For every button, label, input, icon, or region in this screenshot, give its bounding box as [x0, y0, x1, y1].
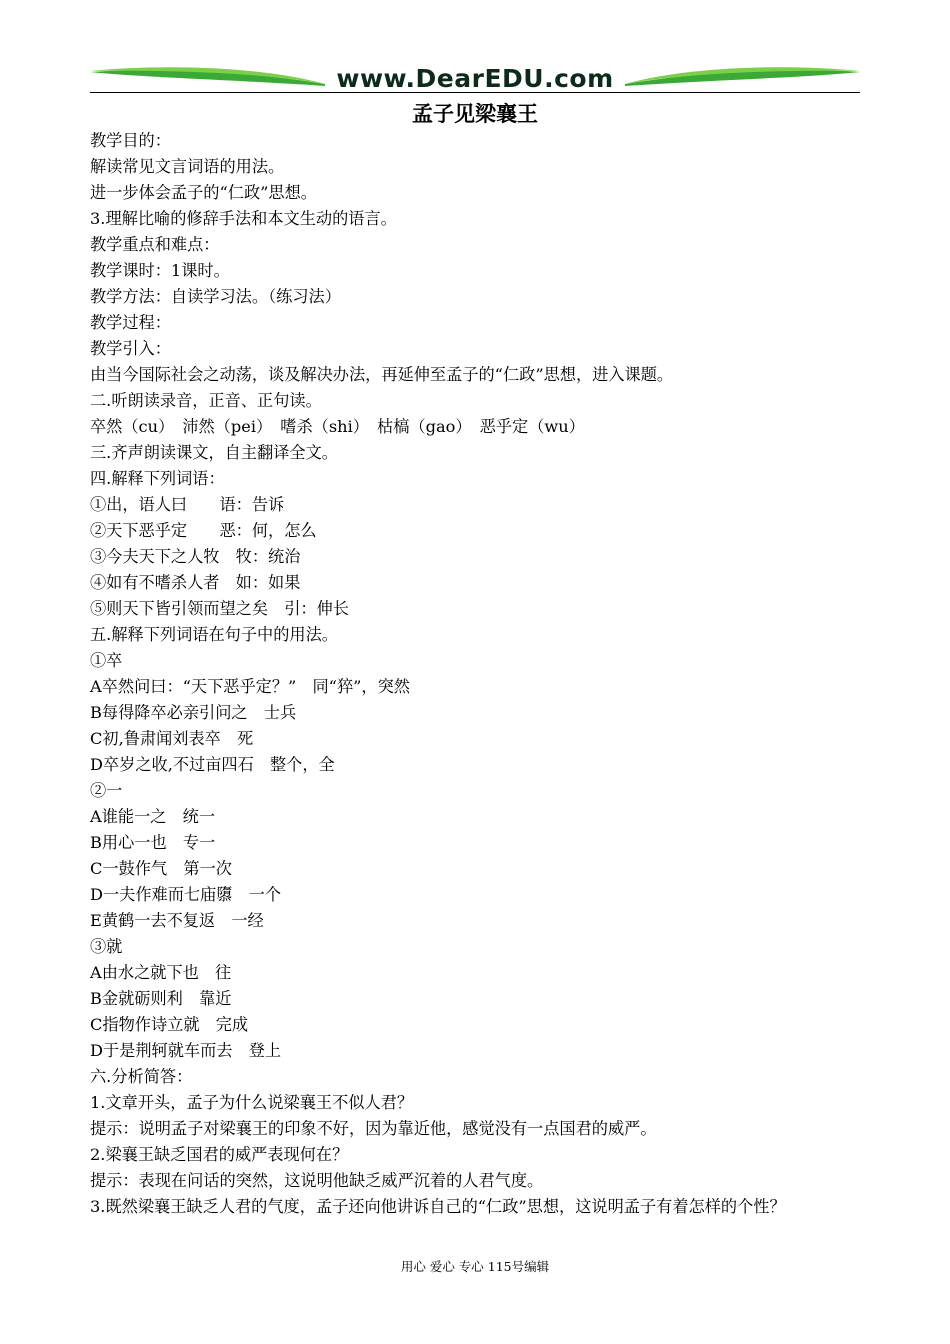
body-line: 教学过程： [90, 313, 171, 332]
body-line: 五.解释下列词语在句子中的用法。 [90, 625, 338, 644]
body-line: 3.既然梁襄王缺乏人君的气度，孟子还向他讲诉自己的“仁政”思想，这说明孟子有着怎样的个性？ [90, 1197, 786, 1216]
body-line: 三.齐声朗读课文，自主翻译全文。 [90, 443, 338, 462]
body-line: B每得降卒必亲引问之 士兵 [90, 703, 297, 722]
body-line: D于是荆轲就车而去 登上 [90, 1041, 282, 1060]
body-line: ④如有不嗜杀人者 如：如果 [90, 573, 301, 592]
page-title: 孟子见梁襄王 [412, 101, 538, 126]
body-line: 卒然（cu） 沛然（pei） 嗜杀（shi） 枯槁（gao） 恶乎定（wu） [90, 417, 585, 436]
body-line: C一鼓作气 第一次 [90, 859, 232, 878]
header-divider [90, 92, 860, 93]
body-line: 教学目的： [90, 131, 171, 150]
body-line: ③今夫天下之人牧 牧：统治 [90, 547, 301, 566]
body-line: 提示：说明孟子对梁襄王的印象不好，因为靠近他，感觉没有一点国君的威严。 [90, 1119, 657, 1138]
body-line: 教学重点和难点： [90, 235, 220, 254]
body-line: 二.听朗读录音，正音、正句读。 [90, 391, 322, 410]
body-line: 解读常见文言词语的用法。 [90, 157, 285, 176]
body-line: B用心一也 专一 [90, 833, 216, 852]
site-logo[interactable]: www.DearEDU.com [336, 64, 614, 93]
body-line: ②一 [90, 781, 123, 800]
site-header [90, 62, 860, 96]
body-line: 进一步体会孟子的“仁政”思想。 [90, 183, 317, 202]
body-line: E黄鹤一去不复返 一经 [90, 911, 264, 930]
body-line: 六.分析简答： [90, 1067, 193, 1086]
body-line: 2.梁襄王缺乏国君的威严表现何在？ [90, 1145, 349, 1164]
page-footer: 用心 爱心 专心 115号编辑 [400, 1259, 550, 1274]
body-line: B金就砺则利 靠近 [90, 989, 232, 1008]
body-line: 提示：表现在问话的突然，这说明他缺乏威严沉着的人君气度。 [90, 1171, 544, 1190]
body-line: 由当今国际社会之动荡，谈及解决办法，再延伸至孟子的“仁政”思想，进入课题。 [90, 365, 674, 384]
body-line: A由水之就下也 往 [90, 963, 232, 982]
body-line: 3.理解比喻的修辞手法和本文生动的语言。 [90, 209, 397, 228]
document-body [90, 128, 862, 1220]
body-line: A卒然问曰：“天下恶乎定？” 同“猝”，突然 [90, 677, 410, 696]
body-line: ②天下恶乎定 恶：何，怎么 [90, 521, 317, 540]
body-line: D卒岁之收,不过亩四石 整个，全 [90, 755, 335, 774]
body-line: ③就 [90, 937, 123, 956]
body-line: ①卒 [90, 651, 123, 670]
body-line: 教学引入： [90, 339, 171, 358]
body-line: A谁能一之 统一 [90, 807, 216, 826]
body-line: C指物作诗立就 完成 [90, 1015, 249, 1034]
body-line: ①出，语人曰 语：告诉 [90, 495, 285, 514]
body-line: C初,鲁肃闻刘表卒 死 [90, 729, 254, 748]
body-line: 教学课时：1课时。 [90, 261, 230, 280]
body-line: D一夫作难而七庙隳 一个 [90, 885, 282, 904]
body-line: 1.文章开头，孟子为什么说梁襄王不似人君？ [90, 1093, 414, 1112]
body-line: ⑤则天下皆引领而望之矣 引：伸长 [90, 599, 349, 618]
body-line: 四.解释下列词语： [90, 469, 225, 488]
body-line: 教学方法：自读学习法。（练习法） [90, 287, 341, 306]
